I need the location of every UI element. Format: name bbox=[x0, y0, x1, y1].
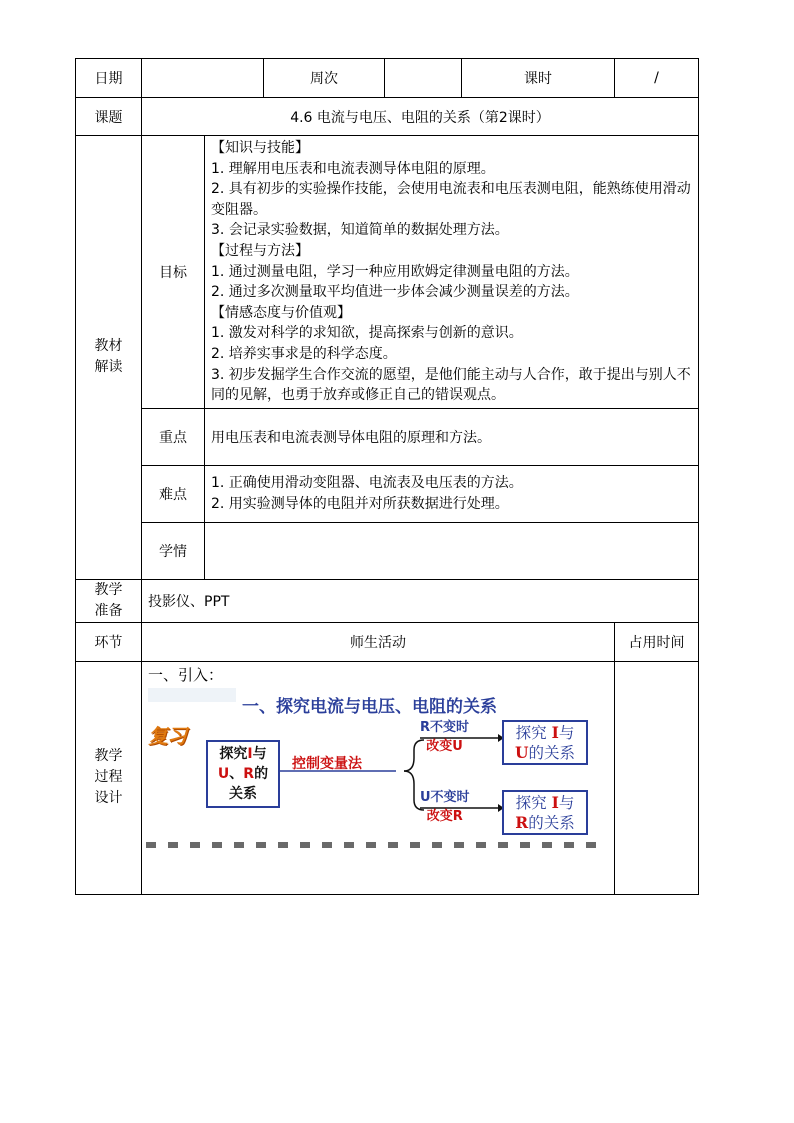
students-value bbox=[205, 522, 699, 579]
objective-line: 1. 激发对科学的求知欲，提高探索与创新的意识。 bbox=[211, 325, 523, 342]
time-header: 占用时间 bbox=[615, 622, 699, 661]
process-label-line3: 设计 bbox=[94, 790, 123, 807]
condition-top-line2: 改变U bbox=[426, 738, 463, 754]
date-value bbox=[142, 59, 264, 98]
objective-line: 2. 通过多次测量取平均值进一步体会减少测量误差的方法。 bbox=[211, 284, 579, 301]
review-badge: 复习 bbox=[148, 723, 186, 748]
prep-label-line1: 教学 bbox=[94, 581, 123, 598]
main-box-text: 与 bbox=[252, 745, 267, 762]
prep-value: 投影仪、PPT bbox=[142, 579, 699, 622]
difficulty-line: 2. 用实验测导体的电阻并对所获数据进行处理。 bbox=[211, 495, 509, 512]
main-box-var-r: R bbox=[243, 765, 255, 782]
cropped-text-fragment bbox=[146, 842, 598, 848]
topic-label: 课题 bbox=[76, 98, 142, 136]
period-label: 课时 bbox=[462, 59, 615, 98]
students-row bbox=[76, 522, 699, 579]
prep-row bbox=[76, 579, 699, 622]
objectives-text bbox=[205, 136, 699, 409]
result-bottom-text: 与 bbox=[558, 793, 575, 812]
objectives-label: 目标 bbox=[142, 136, 205, 409]
students-label: 学情 bbox=[142, 522, 205, 579]
process-time-cell bbox=[615, 661, 699, 894]
result-top-var-i: I bbox=[551, 722, 559, 742]
result-box-top bbox=[502, 720, 588, 765]
result-bottom-var-r: R bbox=[515, 812, 529, 832]
difficulty-label: 难点 bbox=[142, 465, 205, 522]
result-bottom-text: 探究 bbox=[515, 793, 547, 812]
objective-line: 【过程与方法】 bbox=[211, 242, 309, 259]
result-top-text: 的关系 bbox=[528, 743, 576, 762]
objective-line: 2. 具有初步的实验操作技能，会使用电流表和电压表测电阻，能熟练使用滑动变阻器。 bbox=[211, 181, 691, 218]
method-label: 控制变量法 bbox=[292, 755, 362, 772]
objective-line: 3. 会记录实验数据，知道简单的数据处理方法。 bbox=[211, 222, 509, 239]
week-value bbox=[385, 59, 462, 98]
date-label: 日期 bbox=[76, 59, 142, 98]
result-top-var-u: U bbox=[514, 742, 529, 762]
intro-heading: 一、引入： bbox=[148, 665, 224, 684]
process-label-line2: 过程 bbox=[94, 769, 123, 786]
process-label bbox=[76, 661, 142, 894]
main-box-text: 探究 bbox=[219, 745, 248, 762]
topic-value: 4.6 电流与电压、电阻的关系（第2课时） bbox=[142, 98, 699, 136]
prep-label bbox=[76, 579, 142, 622]
main-box-text: 的 bbox=[254, 765, 269, 782]
difficulty-text bbox=[205, 465, 699, 522]
difficulty-row bbox=[76, 465, 699, 522]
difficulty-line: 1. 正确使用滑动变阻器、电流表及电压表的方法。 bbox=[211, 475, 523, 492]
process-label-line1: 教学 bbox=[94, 748, 123, 765]
header-row bbox=[76, 59, 699, 98]
objective-line: 1. 通过测量电阻，学习一种应用欧姆定律测量电阻的方法。 bbox=[211, 263, 579, 280]
week-label: 周次 bbox=[264, 59, 385, 98]
process-header-row bbox=[76, 622, 699, 661]
main-box-var-u: U bbox=[217, 765, 230, 782]
objective-line: 2. 培养实事求是的科学态度。 bbox=[211, 345, 397, 362]
result-top-text: 与 bbox=[558, 723, 575, 742]
key-point-text: 用电压表和电流表测导体电阻的原理和方法。 bbox=[205, 408, 699, 465]
result-top-text: 探究 bbox=[515, 723, 547, 742]
topic-row bbox=[76, 98, 699, 136]
result-bottom-text: 的关系 bbox=[528, 813, 575, 832]
main-topic-box bbox=[206, 740, 280, 808]
key-point-row bbox=[76, 408, 699, 465]
condition-bottom-line2: 改变R bbox=[426, 808, 463, 824]
process-row bbox=[76, 661, 699, 894]
objectives-row bbox=[76, 136, 699, 409]
condition-top-line1: R不变时 bbox=[420, 719, 470, 735]
material-label-line1: 教材 bbox=[94, 338, 123, 355]
objective-line: 【知识与技能】 bbox=[211, 140, 309, 156]
main-box-text: 关系 bbox=[229, 785, 257, 802]
stage-header: 环节 bbox=[76, 622, 142, 661]
main-box-text: 、 bbox=[229, 765, 244, 782]
lesson-plan-table bbox=[75, 58, 699, 895]
objective-line: 【情感态度与价值观】 bbox=[211, 304, 351, 321]
period-value: / bbox=[615, 59, 699, 98]
condition-bottom bbox=[420, 788, 470, 826]
process-activity-cell bbox=[142, 661, 615, 894]
condition-bottom-line1: U不变时 bbox=[420, 789, 470, 805]
objective-line: 3. 初步发掘学生合作交流的愿望，是他们能主动与人合作，敢于提出与别人不同的见解，也勇于放弃或修正自己的错误观点。 bbox=[211, 366, 691, 404]
condition-top bbox=[420, 718, 469, 756]
material-label bbox=[76, 136, 142, 580]
slide-title: 一、探究电流与电压、电阻的关系 bbox=[242, 696, 497, 717]
result-box-bottom bbox=[502, 790, 588, 835]
prep-label-line2: 准备 bbox=[94, 602, 123, 619]
key-point-label: 重点 bbox=[142, 408, 205, 465]
material-label-line2: 解读 bbox=[94, 359, 123, 376]
activity-header: 师生活动 bbox=[142, 622, 615, 661]
review-slide-image bbox=[146, 686, 598, 848]
result-bottom-var-i: I bbox=[551, 792, 559, 812]
main-box-var-i: I bbox=[247, 745, 253, 762]
objective-line: 1. 理解用电压表和电流表测导体电阻的原理。 bbox=[211, 160, 495, 177]
